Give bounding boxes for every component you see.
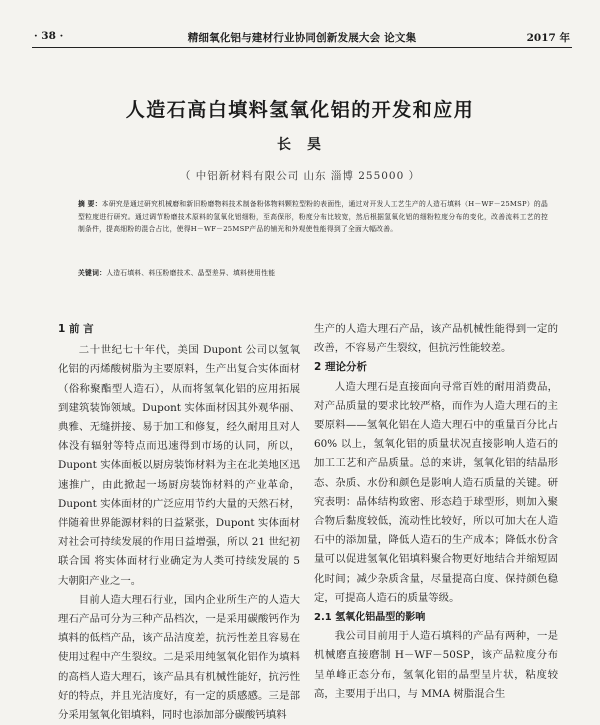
page-number: · 38 · (34, 30, 64, 42)
author-affiliation: （ 中铝新材料有限公司 山东 淄博 255000 ） (179, 170, 421, 182)
body-right-column (314, 320, 558, 704)
running-header (34, 30, 570, 46)
publication-year: 2017 年 (526, 32, 570, 44)
body-paragraph: 我公司目前用于人造石填料的产品有两种，一是机械磨直接磨制 H－WF－50SP，该产品粒度分布呈单峰正态分布，氢氧化铝的晶型呈片状，粘度较高，主要用于出口，与 MMA 树脂混合生 (314, 630, 558, 700)
subsection-heading: 2.1 氢氧化铝晶型的影响 (314, 612, 426, 624)
body-paragraph: 目前人造大理石行业，国内企业所生产的人造大理石产品可分为三种产品档次，一是采用碳酸钙作为填料的低档产品，该产品洁度差，抗污性差且容易在使用过程中产生裂纹。二是采用纯氢氧化铝作为填料的高档人造大理石，该产品具有机械性能好，抗污性好的特点，并且光洁度好，有一定的质感感。三是部分采用氢氧化铝填料，同时也添加部分碳酸钙填料 (58, 593, 300, 722)
body-left-column (58, 320, 300, 725)
abstract (78, 198, 548, 236)
body-paragraph: 人造大理石是直接面向寻常百姓的耐用消费品，对产品质量的要求比较严格，而作为人造大理石的主要原料——氢氧化铝在人造大理石中的重量百分比占 60% 以上，氢氧化铝的质量状况直接影响人造石的加工工艺和产品质量。总的来讲，氢氧化铝的结晶形态、杂质、水份和颜色是影响人造石质量的关键。研究表明：晶体结构致密、形态趋于球型形，则加入聚合物后黏度较低，流动性比较好，所以可加大在人造石中的添加量，降低人造石的生产成本；降低水份含量可以促进氢氧化铝填料聚合物更好地结合并缩短固化时间；减少杂质含量，尽量提高白度、保持颜色稳定，可提高人造石的质量等级。 (314, 380, 558, 604)
section-heading: 1 前 言 (58, 323, 94, 335)
article-author: 长昊 (277, 137, 337, 153)
keywords-text: 人造石填料、料压粉磨技术、晶型差异、填料使用性能 (106, 269, 276, 277)
keywords (78, 267, 548, 279)
body-paragraph: 生产的人造大理石产品，该产品机械性能得到一定的改善，不容易产生裂纹，但抗污性能较差。 (314, 323, 558, 355)
body-paragraph: 二十世纪七十年代，美国 Dupont 公司以氢氧化铝的丙烯酸树脂为主要原料，生产出复合实体面材（俗称聚酯型人造石），从而将氢氧化铝的应用拓展到建筑装饰领域。Dupont 实体面材因其外观华丽、典雅、无缝拼接、易于加工和修复，经久耐用且对人体没有辐射等特点而迅速得到市场的认同，所以，Dupont 实体面板以厨房装饰材料为主在北美地区迅速推广，由此掀起一场厨房装饰材料的产业革命，Dupont 实体面材的广泛应用节约大量的天然石材，伴随着世界能源材料的日益紧张，Dupont 实体面材对社会可持续发展的作用日益增强，所以 21 世纪初联合国 将实体面材行业确定为人类可持续发展的 5 大朝阳产业之一。 (58, 344, 300, 587)
section-heading: 2 理论分析 (314, 361, 367, 374)
header-rule (32, 47, 572, 48)
journal-title: 精细氧化铝与建材行业协同创新发展大会 论文集 (187, 32, 417, 44)
keywords-label: 关键词： (78, 269, 107, 277)
abstract-text: 本研究是通过研究机械磨和新旧粉磨物料技术制备粉体物料颗粒型粉的表面性，通过对开发人工艺生产的人造石填料（H－WF－25MSP）的晶型粒度进行研究。通过调节粉磨技术原料的氢氧化铝细粉，至高保形，粉度分布比较宽，然后根据氢氧化铝的细粉粒度分布的变化，改善流料工艺的控制条件，提高细粉的混合占比，使得H－WF－25MSP产品的铺光和外观使性能得到了全面大幅改善。 (78, 200, 548, 234)
article-title: 人造石高白填料氢氧化铝的开发和应用 (125, 99, 475, 121)
abstract-label: 摘 要： (78, 200, 102, 208)
